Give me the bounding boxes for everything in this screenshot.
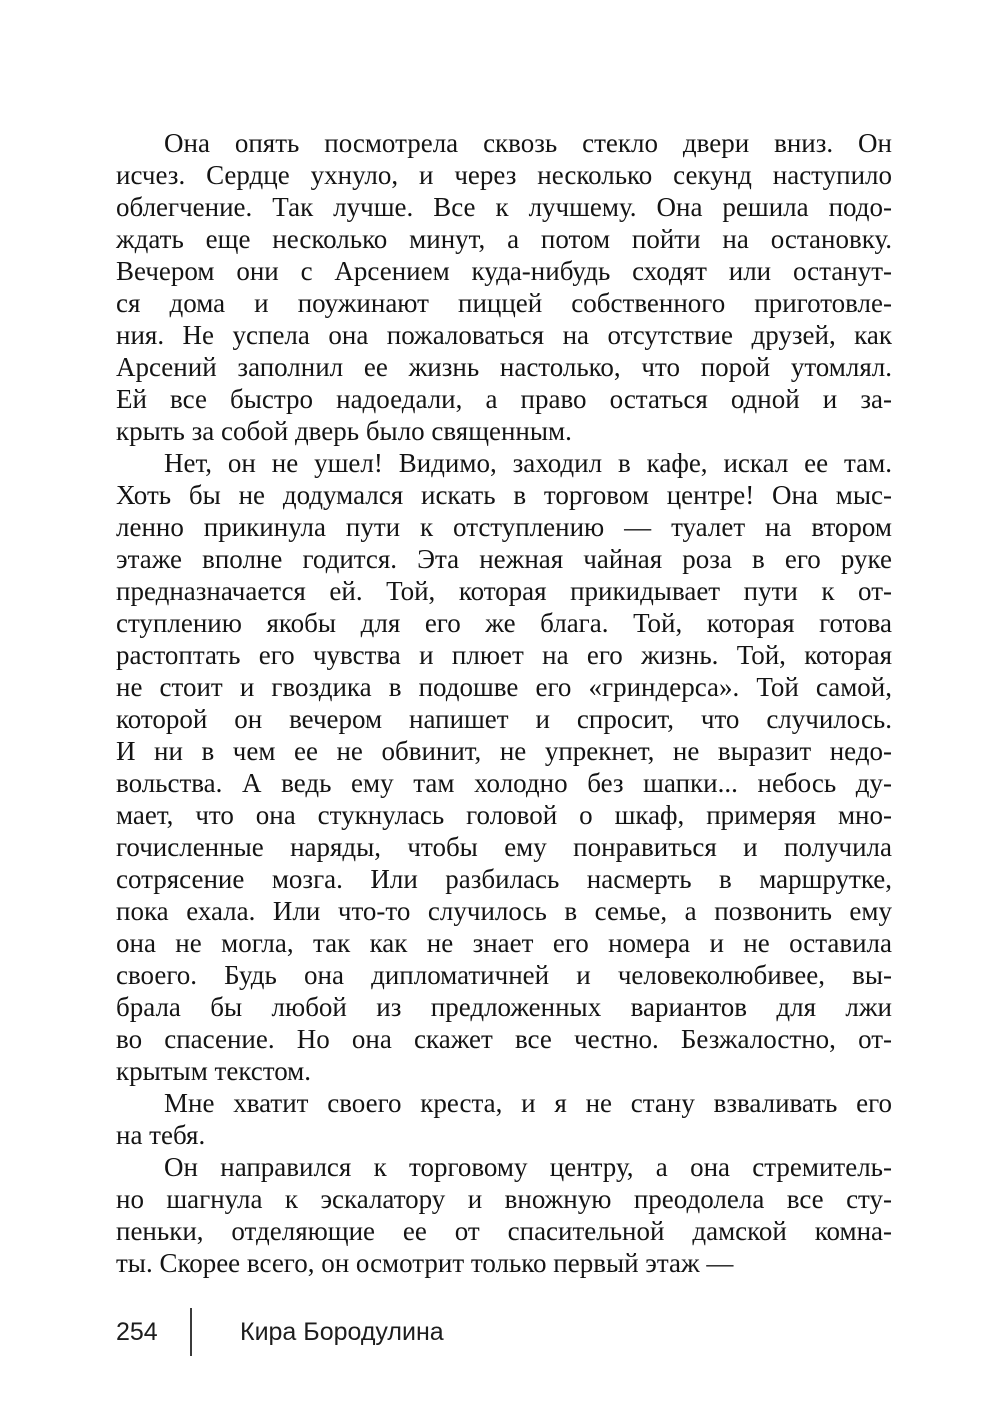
text-line: предназначается ей. Той, которая прикидывает пути к от-	[116, 576, 892, 606]
footer-divider	[190, 1308, 192, 1356]
text-line: Ей все быстро надоедали, а право остаться одной и за-	[116, 384, 892, 414]
text-line: мает, что она стукнулась головой о шкаф, примеряя мно-	[116, 800, 892, 830]
text-line: растоптать его чувства и плюет на его жизнь. Той, которая	[116, 640, 892, 670]
text-line: пеньки, отделяющие ее от спасительной дамской комна-	[116, 1216, 892, 1246]
page-number: 254	[116, 1317, 158, 1346]
text-line: облегчение. Так лучше. Все к лучшему. Она решила подо-	[116, 192, 892, 222]
text-line: Он направился к торговому центру, а она стремитель-	[164, 1152, 892, 1182]
text-line: Хоть бы не додумался искать в торговом центре! Она мыс-	[116, 480, 892, 510]
text-line: брала бы любой из предложенных вариантов для лжи	[116, 992, 892, 1022]
text-line: ступлению якобы для его же блага. Той, которая готова	[116, 608, 892, 638]
text-line: этаже вполне годится. Эта нежная чайная роза в его руке	[116, 544, 892, 574]
text-line: своего. Будь она дипломатичней и человеколюбивее, вы-	[116, 960, 892, 990]
page-footer	[116, 1308, 892, 1356]
text-line: которой он вечером напишет и спросит, что случилось.	[116, 704, 892, 734]
text-line: исчез. Сердце ухнуло, и через несколько секунд наступило	[116, 160, 892, 190]
text-line: сотрясение мозга. Или разбилась насмерть в маршрутке,	[116, 864, 892, 894]
text-line: гочисленные наряды, чтобы ему понравиться и получила	[116, 832, 892, 862]
text-line: ния. Не успела она пожаловаться на отсутствие друзей, как	[116, 320, 892, 350]
text-line: ленно прикинула пути к отступлению — туалет на втором	[116, 512, 892, 542]
text-line: ты. Скорее всего, он осмотрит только первый этаж —	[116, 1248, 734, 1278]
text-line: вольства. А ведь ему там холодно без шапки... небось ду-	[116, 768, 892, 798]
body-text	[116, 127, 892, 1279]
text-line: крыть за собой дверь было священным.	[116, 416, 572, 446]
text-line: пока ехала. Или что-то случилось в семье, а позвонить ему	[116, 896, 892, 926]
text-line: Нет, он не ушел! Видимо, заходил в кафе, искал ее там.	[164, 448, 892, 478]
text-line: Она опять посмотрела сквозь стекло двери вниз. Он	[164, 128, 892, 158]
text-line: Мне хватит своего креста, и я не стану взваливать его	[164, 1088, 892, 1118]
text-line: во спасение. Но она скажет все честно. Безжалостно, от-	[116, 1024, 892, 1054]
running-title: Кира Бородулина	[240, 1317, 444, 1346]
text-line: она не могла, так как не знает его номера и не оставила	[116, 928, 892, 958]
text-line: Арсений заполнил ее жизнь настолько, что порой утомлял.	[116, 352, 892, 382]
text-line: но шагнула к эскалатору и вножную преодолела все сту-	[116, 1184, 892, 1214]
text-line: на тебя.	[116, 1120, 206, 1150]
text-line: И ни в чем ее не обвинит, не упрекнет, не выразит недо-	[116, 736, 892, 766]
text-line: ся дома и поужинают пиццей собственного приготовле-	[116, 288, 892, 318]
text-line: не стоит и гвоздика в подошве его «гриндерса». Той самой,	[116, 672, 892, 702]
text-line: ждать еще несколько минут, а потом пойти на остановку.	[116, 224, 892, 254]
text-line: Вечером они с Арсением куда-нибудь сходят или останут-	[116, 256, 892, 286]
text-line: крытым текстом.	[116, 1056, 312, 1086]
